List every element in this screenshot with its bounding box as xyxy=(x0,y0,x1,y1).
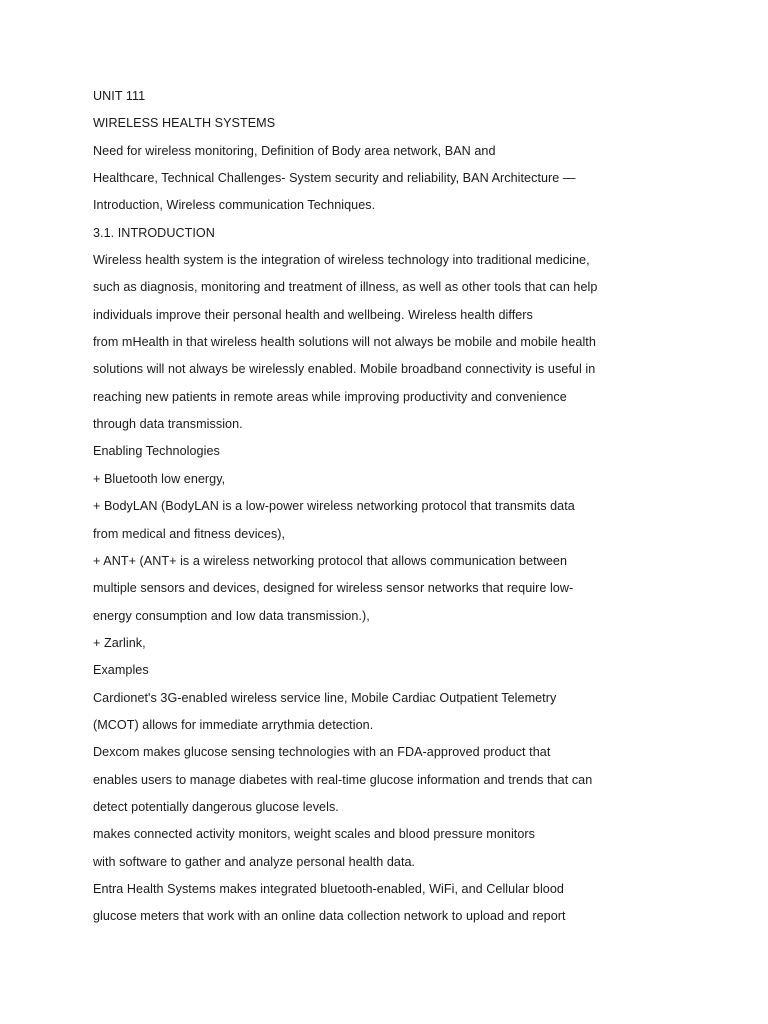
paragraph-line: from mHealth in that wireless health solutions will not always be mobile and mobile health xyxy=(93,335,596,350)
examples-heading: Examples xyxy=(93,663,149,678)
subsection-heading: 3.1. INTRODUCTION xyxy=(93,225,215,240)
paragraph-line: with software to gather and analyze personal health data. xyxy=(93,854,416,869)
list-item: + Bluetooth low energy, xyxy=(93,471,226,486)
list-item: + ANT+ (ANT+ is a wireless networking protocol that allows communication between xyxy=(93,553,568,568)
list-item: energy consumption and Iow data transmission.), xyxy=(93,608,370,623)
paragraph-line: reaching new patients in remote areas while improving productivity and convenience xyxy=(93,389,567,404)
paragraph-line: solutions will not always be wirelessly enabled. Mobile broadband connectivity is useful in xyxy=(93,362,596,377)
paragraph-line: enables users to manage diabetes with real-time glucose information and trends that can xyxy=(93,772,593,787)
enabling-technologies-heading: Enabling Technologies xyxy=(93,444,220,459)
syllabus-line: Need for wireless monitoring, Definition of Body area network, BAN and xyxy=(93,143,496,158)
paragraph-line: makes connected activity monitors, weight scales and blood pressure monitors xyxy=(93,827,535,842)
paragraph-line: Wireless health system is the integration of wireless technology into traditional medicine, xyxy=(93,253,590,268)
section-heading: WIRELESS HEALTH SYSTEMS xyxy=(93,116,276,131)
paragraph-line: glucose meters that work with an online data collection network to upload and report xyxy=(93,909,566,924)
paragraph-line: Entra Health Systems makes integrated bluetooth-enabled, WiFi, and Cellular blood xyxy=(93,881,564,896)
paragraph-line: such as diagnosis, monitoring and treatment of illness, as well as other tools that can help xyxy=(93,280,598,295)
syllabus-line: Healthcare, Technical Challenges- System security and reliability, BAN Architecture — xyxy=(93,171,576,186)
paragraph-line: Dexcom makes glucose sensing technologies with an FDA-approved product that xyxy=(93,745,551,760)
paragraph-line: detect potentially dangerous glucose levels. xyxy=(93,799,339,814)
unit-heading: UNIT 111 xyxy=(93,89,146,103)
paragraph-line: Cardionet's 3G-enabIed wireless service line, Mobile Cardiac Outpatient Telemetry xyxy=(93,690,557,705)
list-item: from medical and fitness devices), xyxy=(93,526,286,541)
list-item: + BodyLAN (BodyLAN is a low-power wireless networking protocol that transmits data xyxy=(93,499,575,514)
paragraph-line: (MCOT) allows for immediate arrythmia detection. xyxy=(93,717,374,732)
document-body xyxy=(93,85,733,933)
paragraph-line: through data transmission. xyxy=(93,417,243,432)
paragraph-line: individuals improve their personal health and wellbeing. Wireless health differs xyxy=(93,307,533,322)
list-item: multiple sensors and devices, designed for wireless sensor networks that require low- xyxy=(93,581,574,596)
list-item: + Zarlink, xyxy=(93,635,146,650)
syllabus-line: Introduction, Wireless communication Techniques. xyxy=(93,198,376,213)
